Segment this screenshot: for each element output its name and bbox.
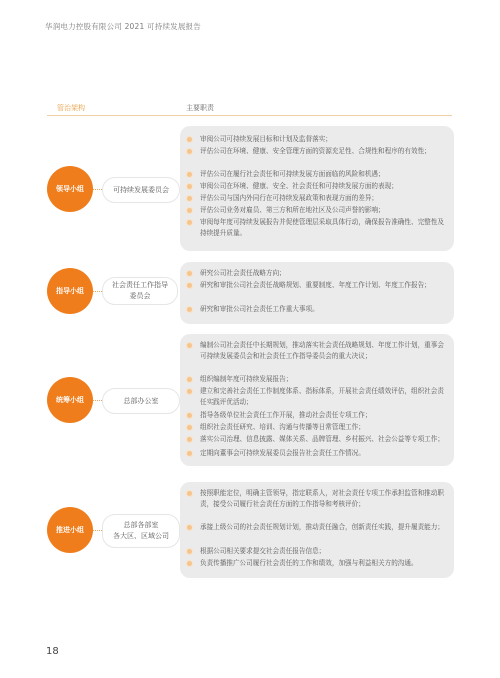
bullet-icon [187, 389, 192, 394]
bullet-icon [187, 149, 192, 154]
bullet-icon [187, 491, 192, 496]
bullet-icon [187, 307, 192, 312]
committee-label: 总部各部室 各大区、区域公司 [102, 514, 180, 548]
page-number: 18 [46, 646, 59, 657]
header-divider [47, 115, 452, 116]
connector-line [93, 530, 102, 531]
bullet-icon [187, 549, 192, 554]
bullet-icon [187, 377, 192, 382]
duties-box: 审阅公司可持续发展目标和计划及监督落实； 评估公司在环境、健康、安全管理方面的资源充足性、合规性和程序的有效性； 评估公司在履行社会责任和可持续发展方面面临的风险和机遇； 审阅公司在环境、健康、安全、社会责任和可持续发展方面的表现； 评估公司与国内外同行在可持续发展政策和表现方面的差异； 评估公司业务对雇员、第三方和所在地社区及公司声誉的影响； 审阅每年度可持续发展报告并促使管理层采取具体行动，确保报告准确性、完整性及持续提升质量。 [180, 126, 454, 251]
report-header: 华润电力控股有限公司 2021 可持续发展报告 [45, 22, 201, 31]
connector-line [93, 291, 102, 292]
committee-label: 总部办公室 [102, 388, 180, 414]
bullet-icon [187, 208, 192, 213]
connector-line [93, 400, 102, 401]
bullet-icon [187, 413, 192, 418]
bullet-icon [187, 525, 192, 530]
committee-label: 可持续发展委员会 [102, 177, 180, 203]
committee-label: 社会责任工作指导委员会 [102, 277, 178, 305]
column-header-duties: 主要职责 [186, 104, 214, 112]
bullet-icon [187, 220, 192, 225]
group-circle: 统筹小组 [47, 377, 93, 423]
bullet-icon [187, 451, 192, 456]
group-circle: 指导小组 [47, 268, 93, 314]
duties-box: 编制公司社会责任中长期规划，推动落实社会责任战略规划、年度工作计划，重事会可持续发展委员会和社会责任工作指导委员会的重大决议； 组织编制年度可持续发展报告； 建立和完善社会责任工作制度体系、指标体系，开展社会责任绩效评估，组织社会责任实践评优活动； 指导各级单位社会责任工作开展，推动社会责任专项工作； 组织社会责任研究、培训、沟通与传播等日常管理工作； 落实公司治理、信息披露、媒体关系、品牌管理、乡村振兴、社会公益等专项工作； 定期向董事会可持续发展委员会报告社会责任工作情况。 [180, 334, 454, 466]
bullet-icon [187, 184, 192, 189]
bullet-icon [187, 196, 192, 201]
bullet-icon [187, 343, 192, 348]
column-header-governance: 管治架构 [57, 104, 85, 112]
connector-line [93, 189, 102, 190]
bullet-icon [187, 271, 192, 276]
bullet-icon [187, 437, 192, 442]
bullet-icon [187, 561, 192, 566]
duties-box: 按照职能定位，明确主管领导，指定联系人，对社会责任专项工作承担监管和推动职责，接受公司履行社会责任方面的工作指导和考核评价； 承接上级公司的社会责任规划计划，推动责任融合，创新责任实践，提升履责能力； 根据公司相关要求提交社会责任报告信息； 负责传播推广公司履行社会责任的工作和绩效，加强与利益相关方的沟通。 [180, 482, 454, 578]
group-circle: 推进小组 [47, 507, 93, 553]
group-circle: 领导小组 [47, 166, 93, 212]
bullet-icon [187, 425, 192, 430]
bullet-icon [187, 283, 192, 288]
duties-box: 研究公司社会责任战略方向； 研究和审批公司社会责任战略规划、重要制度、年度工作计划、年度工作报告； 研究和审批公司社会责任工作重大事项。 [180, 262, 454, 324]
bullet-icon [187, 172, 192, 177]
bullet-icon [187, 137, 192, 142]
